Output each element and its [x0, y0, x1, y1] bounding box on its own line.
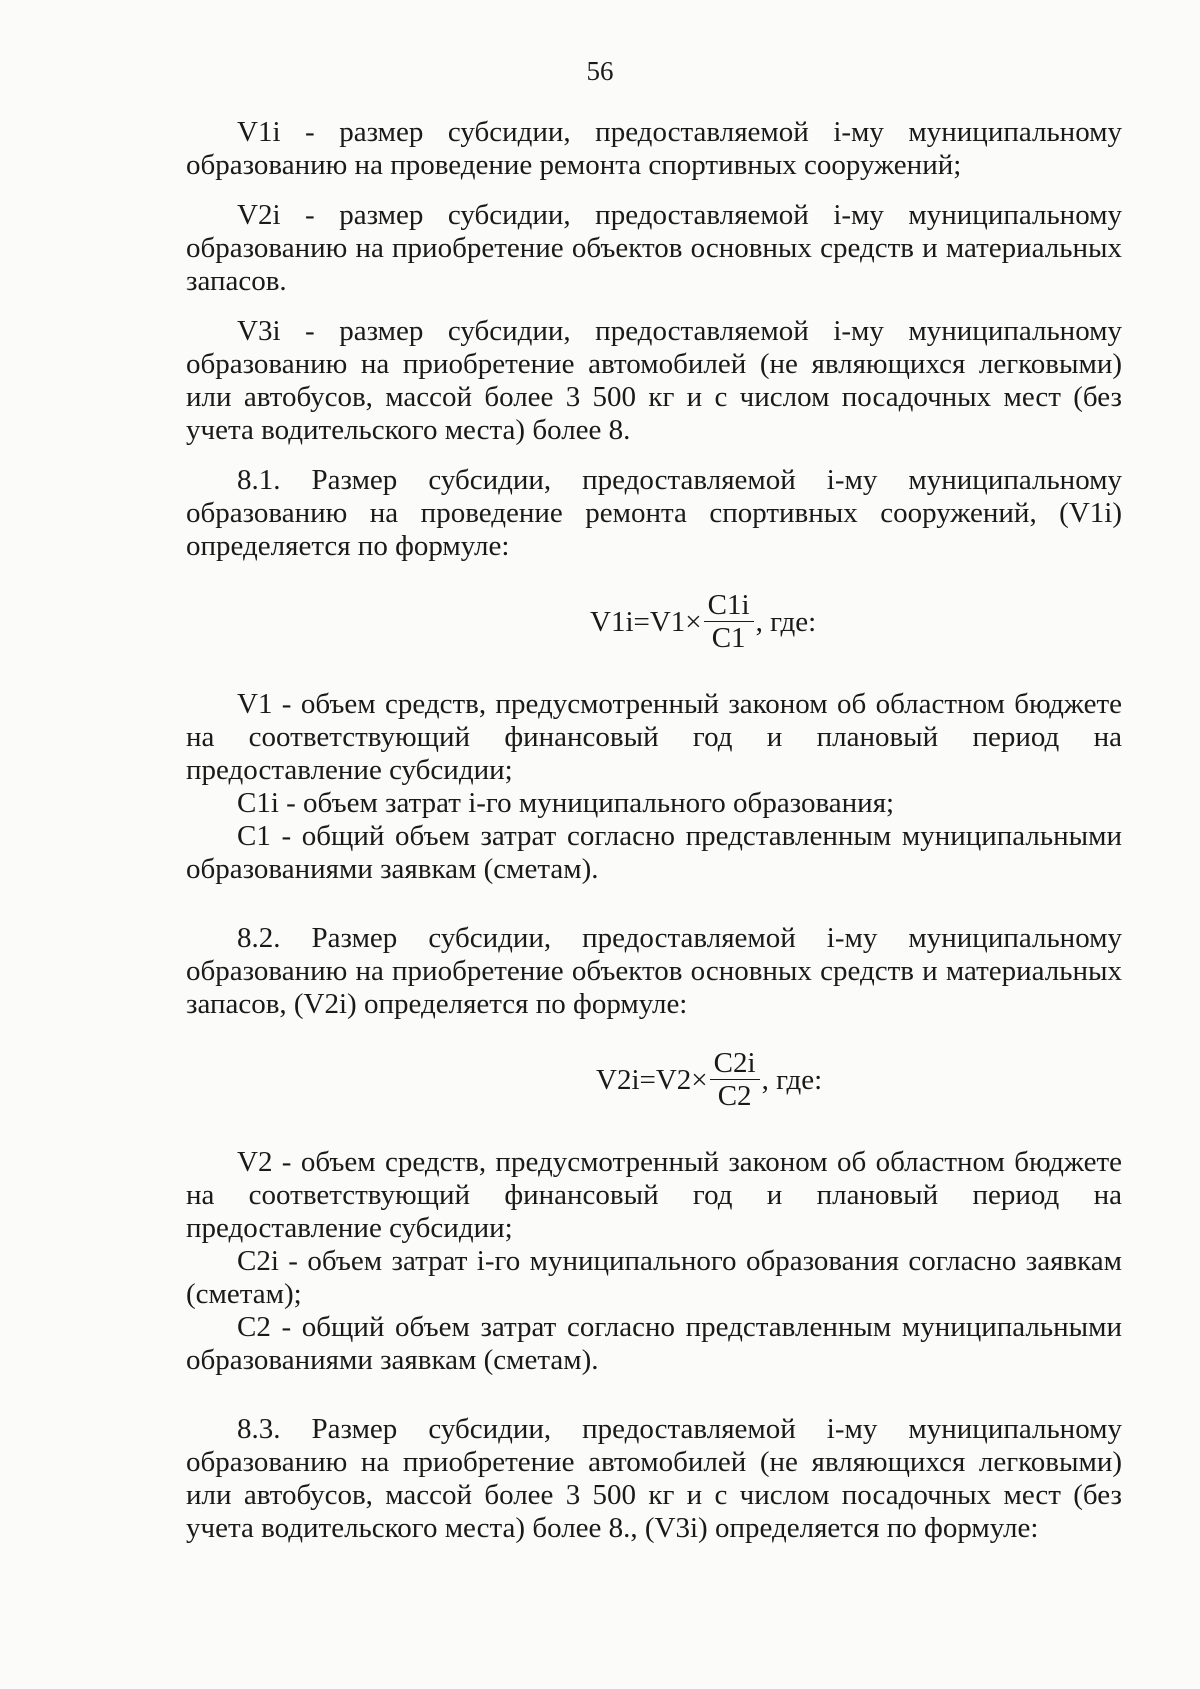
formula-v1i-fraction — [704, 589, 754, 654]
formula-v1i-numerator: C1i — [704, 589, 754, 622]
paragraph-v1i-definition: V1i - размер субсидии, предоставляемой i-му муниципальному образованию на проведение ремонта спортивных сооружений; — [186, 116, 1122, 181]
formula-v1i-denominator: C1 — [711, 622, 746, 654]
formula-v2i — [186, 1021, 1122, 1121]
paragraph-v2-definition: V2 - объем средств, предусмотренный законом об областном бюджете на соответствующий финансовый год и плановый период на предоставление субсидии; — [186, 1146, 1122, 1244]
paragraph-v3i-definition: V3i - размер субсидии, предоставляемой i-му муниципальному образованию на приобретение автомобилей (не являющихся легковыми) или автобусов, массой более 3 500 кг и с числом посадочных мест (без учета водительского места) более 8. — [186, 315, 1122, 446]
page-number: 56 — [586, 56, 614, 86]
paragraph-c1-definition: C1 - общий объем затрат согласно представленным муниципальными образованиями заявкам (сметам). — [186, 820, 1122, 885]
formula-v1i-lhs: V1i=V1× — [590, 605, 702, 638]
paragraph-v1-definition: V1 - объем средств, предусмотренный законом об областном бюджете на соответствующий финансовый год и плановый период на предоставление субсидии; — [186, 688, 1122, 786]
paragraph-c2i-definition: C2i - объем затрат i-го муниципального образования согласно заявкам (сметам); — [186, 1245, 1122, 1310]
document-body — [186, 116, 1122, 1545]
formula-v1i-tail: , где: — [755, 605, 817, 638]
paragraph-8-2: 8.2. Размер субсидии, предоставляемой i-му муниципальному образованию на приобретение объектов основных средств и материальных запасов, (V2i) определяется по формуле: — [186, 922, 1122, 1020]
paragraph-8-1: 8.1. Размер субсидии, предоставляемой i-му муниципальному образованию на проведение ремонта спортивных сооружений, (V1i) определяется по формуле: — [186, 464, 1122, 562]
formula-v2i-numerator: C2i — [710, 1047, 760, 1080]
paragraph-c1i-definition: C1i - объем затрат i-го муниципального образования; — [237, 787, 895, 819]
formula-v2i-lhs: V2i=V2× — [596, 1063, 708, 1096]
formula-v2i-tail: , где: — [761, 1063, 823, 1096]
formula-v1i — [186, 563, 1122, 663]
paragraph-8-3: 8.3. Размер субсидии, предоставляемой i-му муниципальному образованию на приобретение автомобилей (не являющихся легковыми) или автобусов, массой более 3 500 кг и с числом посадочных мест (без учета водительского места) более 8., (V3i) определяется по формуле: — [186, 1413, 1122, 1544]
paragraph-v2i-definition: V2i - размер субсидии, предоставляемой i-му муниципальному образованию на приобретение объектов основных средств и материальных запасов. — [186, 199, 1122, 297]
formula-v2i-fraction — [710, 1047, 760, 1112]
formula-v2i-denominator: C2 — [717, 1080, 752, 1112]
paragraph-c2-definition: C2 - общий объем затрат согласно представленным муниципальными образованиями заявкам (сметам). — [186, 1311, 1122, 1376]
